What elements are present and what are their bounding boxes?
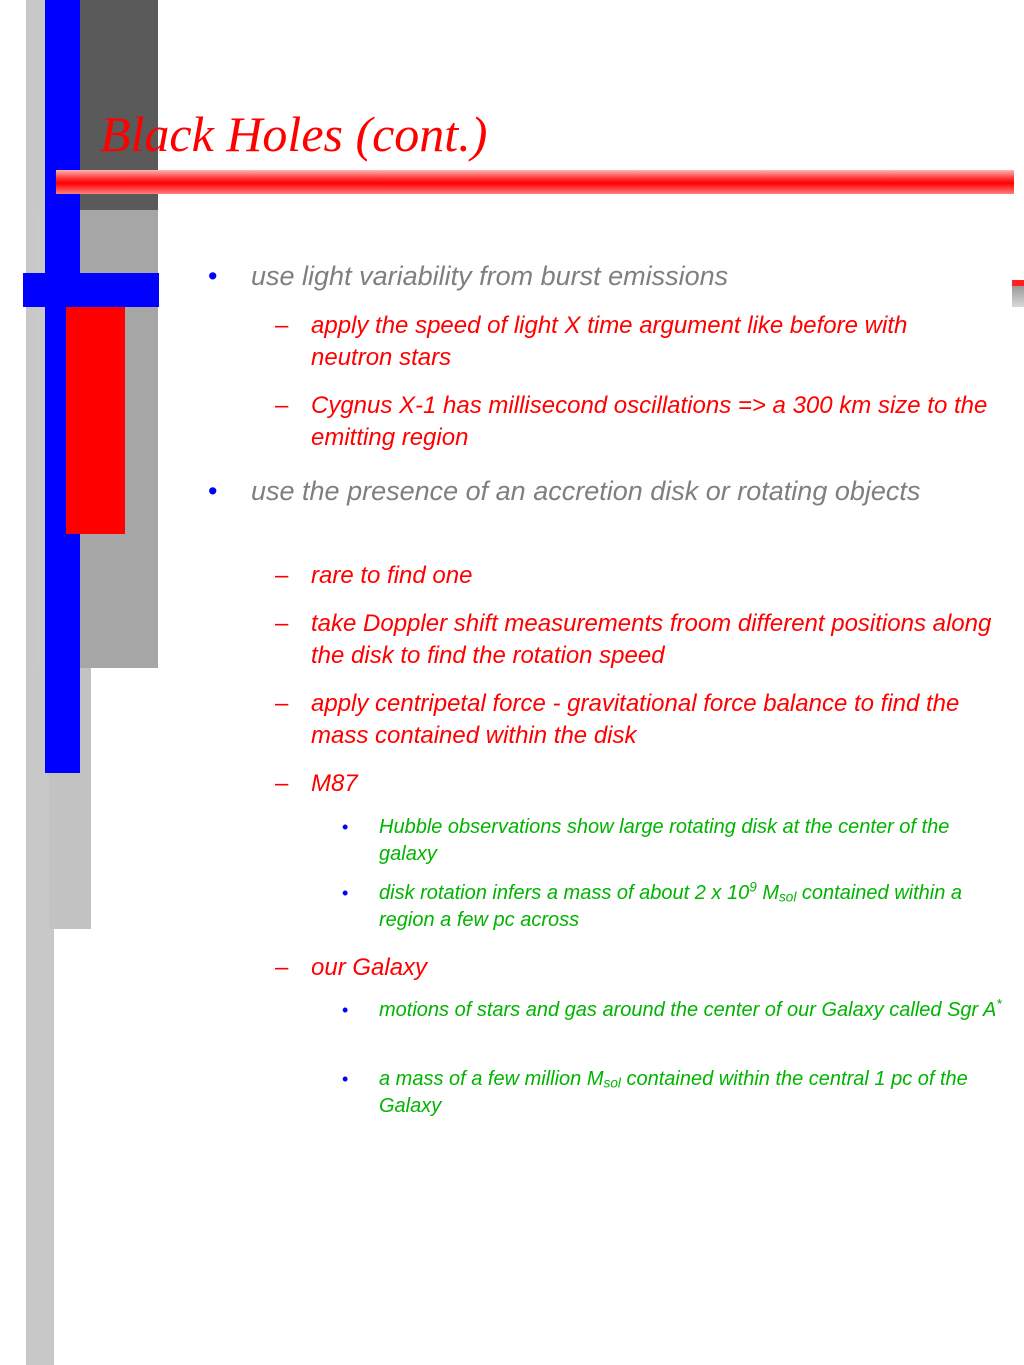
sub-bullet-item [275,390,995,454]
bullet-text: take Doppler shift measurements froom different positions along the disk to find the rotation speed [311,610,992,669]
bullet-text [342,997,1002,1024]
sub-sub-bullet-item [342,814,1002,868]
bullet-item [208,473,928,509]
blue-horizontal-bar [23,273,159,307]
text-segment: sol [603,1075,621,1091]
sub-bullet-item [275,688,995,752]
bullet-item [208,258,928,294]
slide-title: Black Holes (cont.) [100,106,488,162]
dash-marker-icon: – [275,312,289,339]
sub-bullet-item [275,768,995,800]
edge-marker [1012,280,1024,307]
bullet-text: apply the speed of light X time argument like before with neutron stars [311,312,908,371]
bullet-text [342,1066,1002,1120]
sub-sub-bullet-item [342,1066,1002,1120]
bullet-text: rare to find one [311,562,473,589]
bullet-dot-icon: • [342,1069,349,1089]
sub-bullet-item [275,560,995,592]
bullet-text: apply centripetal force - gravitational force balance to find the mass contained within the disk [311,690,960,749]
bullet-dot-icon: • [208,476,218,506]
text-segment: a mass of a few million M [379,1068,604,1090]
dash-marker-icon: – [275,770,289,797]
title-underline-bar [56,170,1014,194]
text-segment: contained within the central 1 pc of the Galaxy [379,1068,968,1117]
bullet-dot-icon: • [208,261,218,291]
bullet-text [342,880,1002,934]
dash-marker-icon: – [275,392,289,419]
dash-marker-icon: – [275,610,289,637]
bullet-text: use the presence of an accretion disk or rotating objects [251,476,921,506]
bullet-text: M87 [311,770,358,797]
bullet-dot-icon: • [342,883,349,903]
sub-bullet-item [275,608,995,672]
text-segment: 9 [749,879,757,895]
bullet-text: our Galaxy [311,954,428,981]
red-block [66,307,125,534]
bullet-dot-icon: • [342,817,349,837]
sub-sub-bullet-item [342,880,1002,934]
text-segment: disk rotation infers a mass of about 2 x 10 [379,882,750,904]
text-segment: M [756,882,779,904]
sub-bullet-item [275,952,995,984]
bullet-text: Hubble observations show large rotating disk at the center of the galaxy [379,816,950,865]
sub-sub-bullet-item [342,997,1002,1024]
text-segment: contained within a region a few pc across [379,882,963,931]
bullet-text: Cygnus X-1 has millisecond oscillations => a 300 km size to the emitting region [311,392,988,451]
bullet-dot-icon: • [342,1000,349,1020]
text-segment: sol [778,889,797,905]
dash-marker-icon: – [275,690,289,717]
sub-bullet-item [275,310,995,374]
text-segment: * [996,996,1002,1012]
text-segment: motions of stars and gas around the center of our Galaxy called Sgr A [379,999,997,1021]
bullet-text: use light variability from burst emissions [251,261,729,291]
dash-marker-icon: – [275,562,289,589]
dash-marker-icon: – [275,954,289,981]
